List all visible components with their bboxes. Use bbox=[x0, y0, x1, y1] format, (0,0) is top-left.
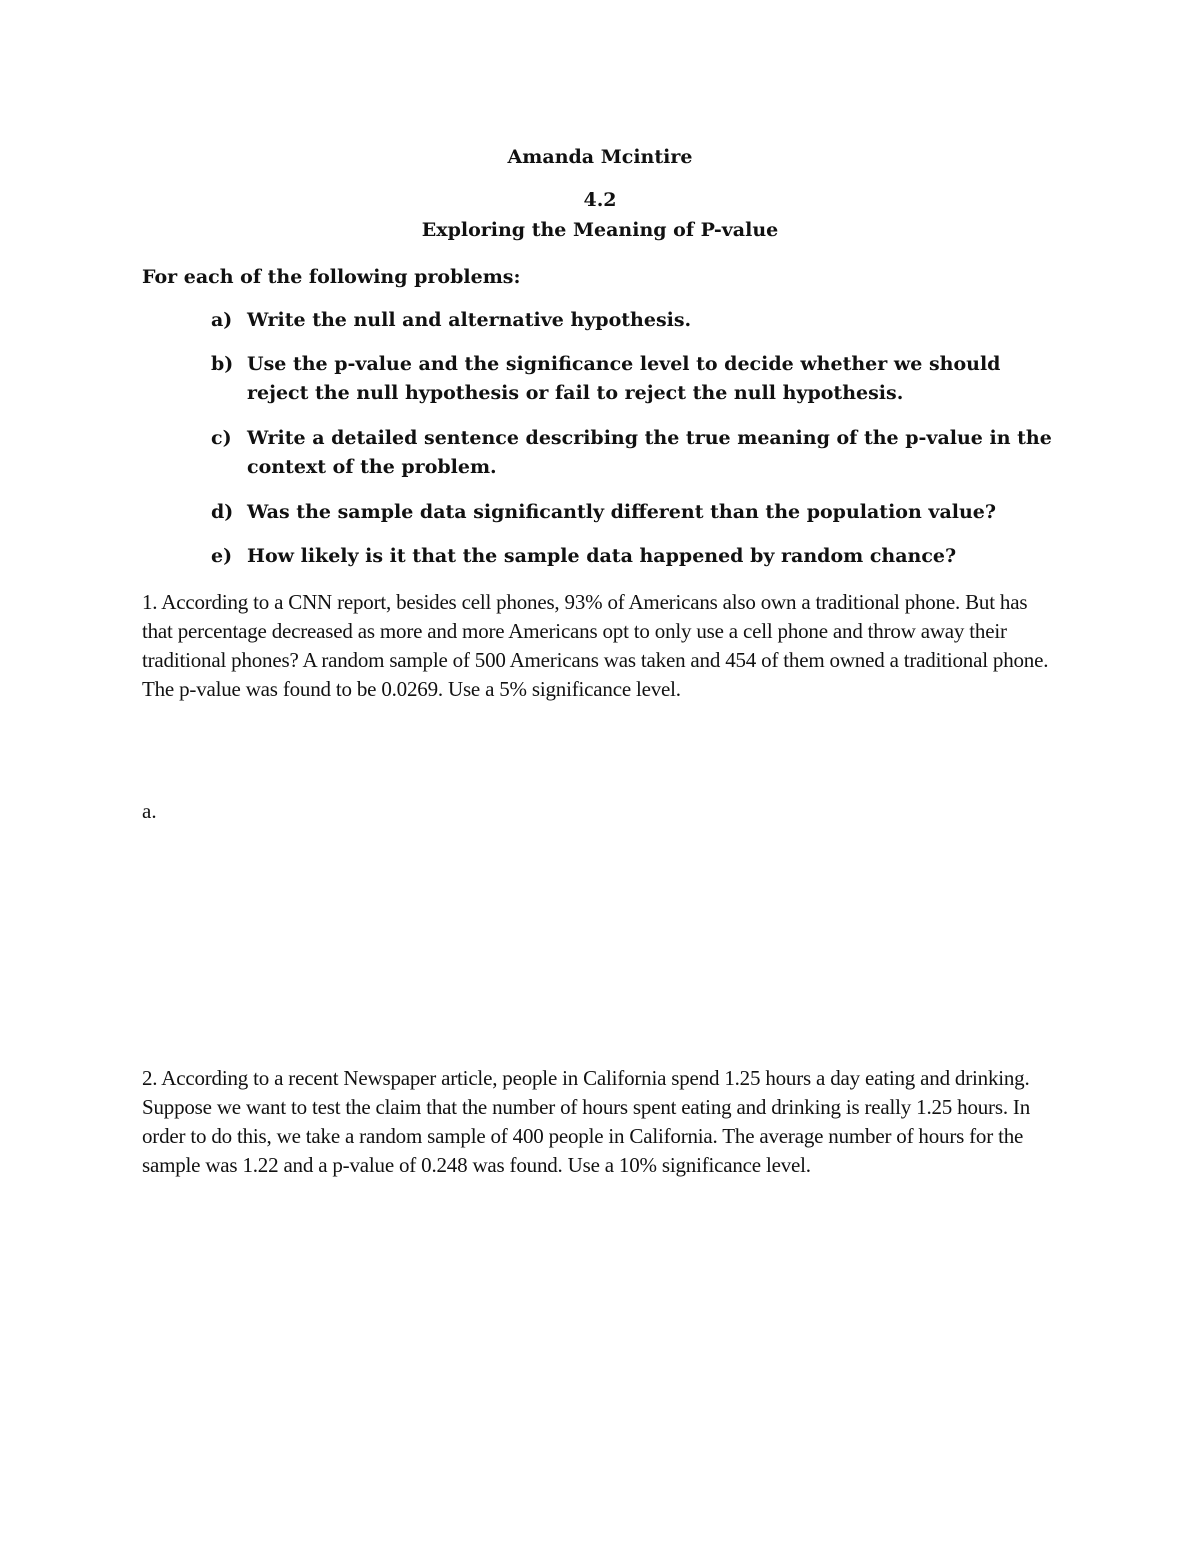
instruction-letter: a) bbox=[211, 309, 233, 331]
answer-label-a: a. bbox=[142, 799, 157, 823]
instruction-item bbox=[211, 498, 1061, 527]
instruction-text: Write a detailed sentence describing the true meaning of the p-value in the context of the problem. bbox=[247, 427, 1052, 478]
instruction-item bbox=[211, 542, 1061, 571]
instruction-letter: e) bbox=[211, 545, 233, 567]
instruction-item bbox=[211, 350, 1061, 408]
instruction-letter: d) bbox=[211, 501, 234, 523]
instruction-text: Use the p-value and the significance level to decide whether we should reject the null hypothesis or fail to reject the null hypothesis. bbox=[247, 353, 1001, 404]
section-number: 4.2 bbox=[583, 189, 617, 211]
problem-1: 1. According to a CNN report, besides cell phones, 93% of Americans also own a traditional phone. But has that percentage decreased as more and more Americans opt to only use a cell phone and throw away their traditional phones? A random sample of 500 Americans was taken and 454 of them owned a traditional phone. The p-value was found to be 0.0269. Use a 5% significance level. bbox=[142, 590, 1049, 701]
instruction-text: How likely is it that the sample data happened by random chance? bbox=[247, 545, 957, 567]
instruction-item bbox=[211, 424, 1061, 482]
instruction-item bbox=[211, 306, 1061, 335]
instruction-text: Was the sample data significantly different than the population value? bbox=[247, 501, 997, 523]
instruction-letter: b) bbox=[211, 353, 234, 375]
instruction-text: Write the null and alternative hypothesis. bbox=[247, 309, 692, 331]
problem-2: 2. According to a recent Newspaper article, people in California spend 1.25 hours a day eating and drinking. Suppose we want to test the claim that the number of hours spent eating and drinking is really 1.25 hours. In order to do this, we take a random sample of 400 people in California. The average number of hours for the sample was 1.22 and a p-value of 0.248 was found. Use a 10% significance level. bbox=[142, 1066, 1031, 1177]
document-title: Exploring the Meaning of P-value bbox=[421, 219, 779, 241]
instruction-letter: c) bbox=[211, 427, 232, 449]
instructions-intro: For each of the following problems: bbox=[142, 266, 521, 288]
author-name: Amanda Mcintire bbox=[507, 146, 693, 168]
